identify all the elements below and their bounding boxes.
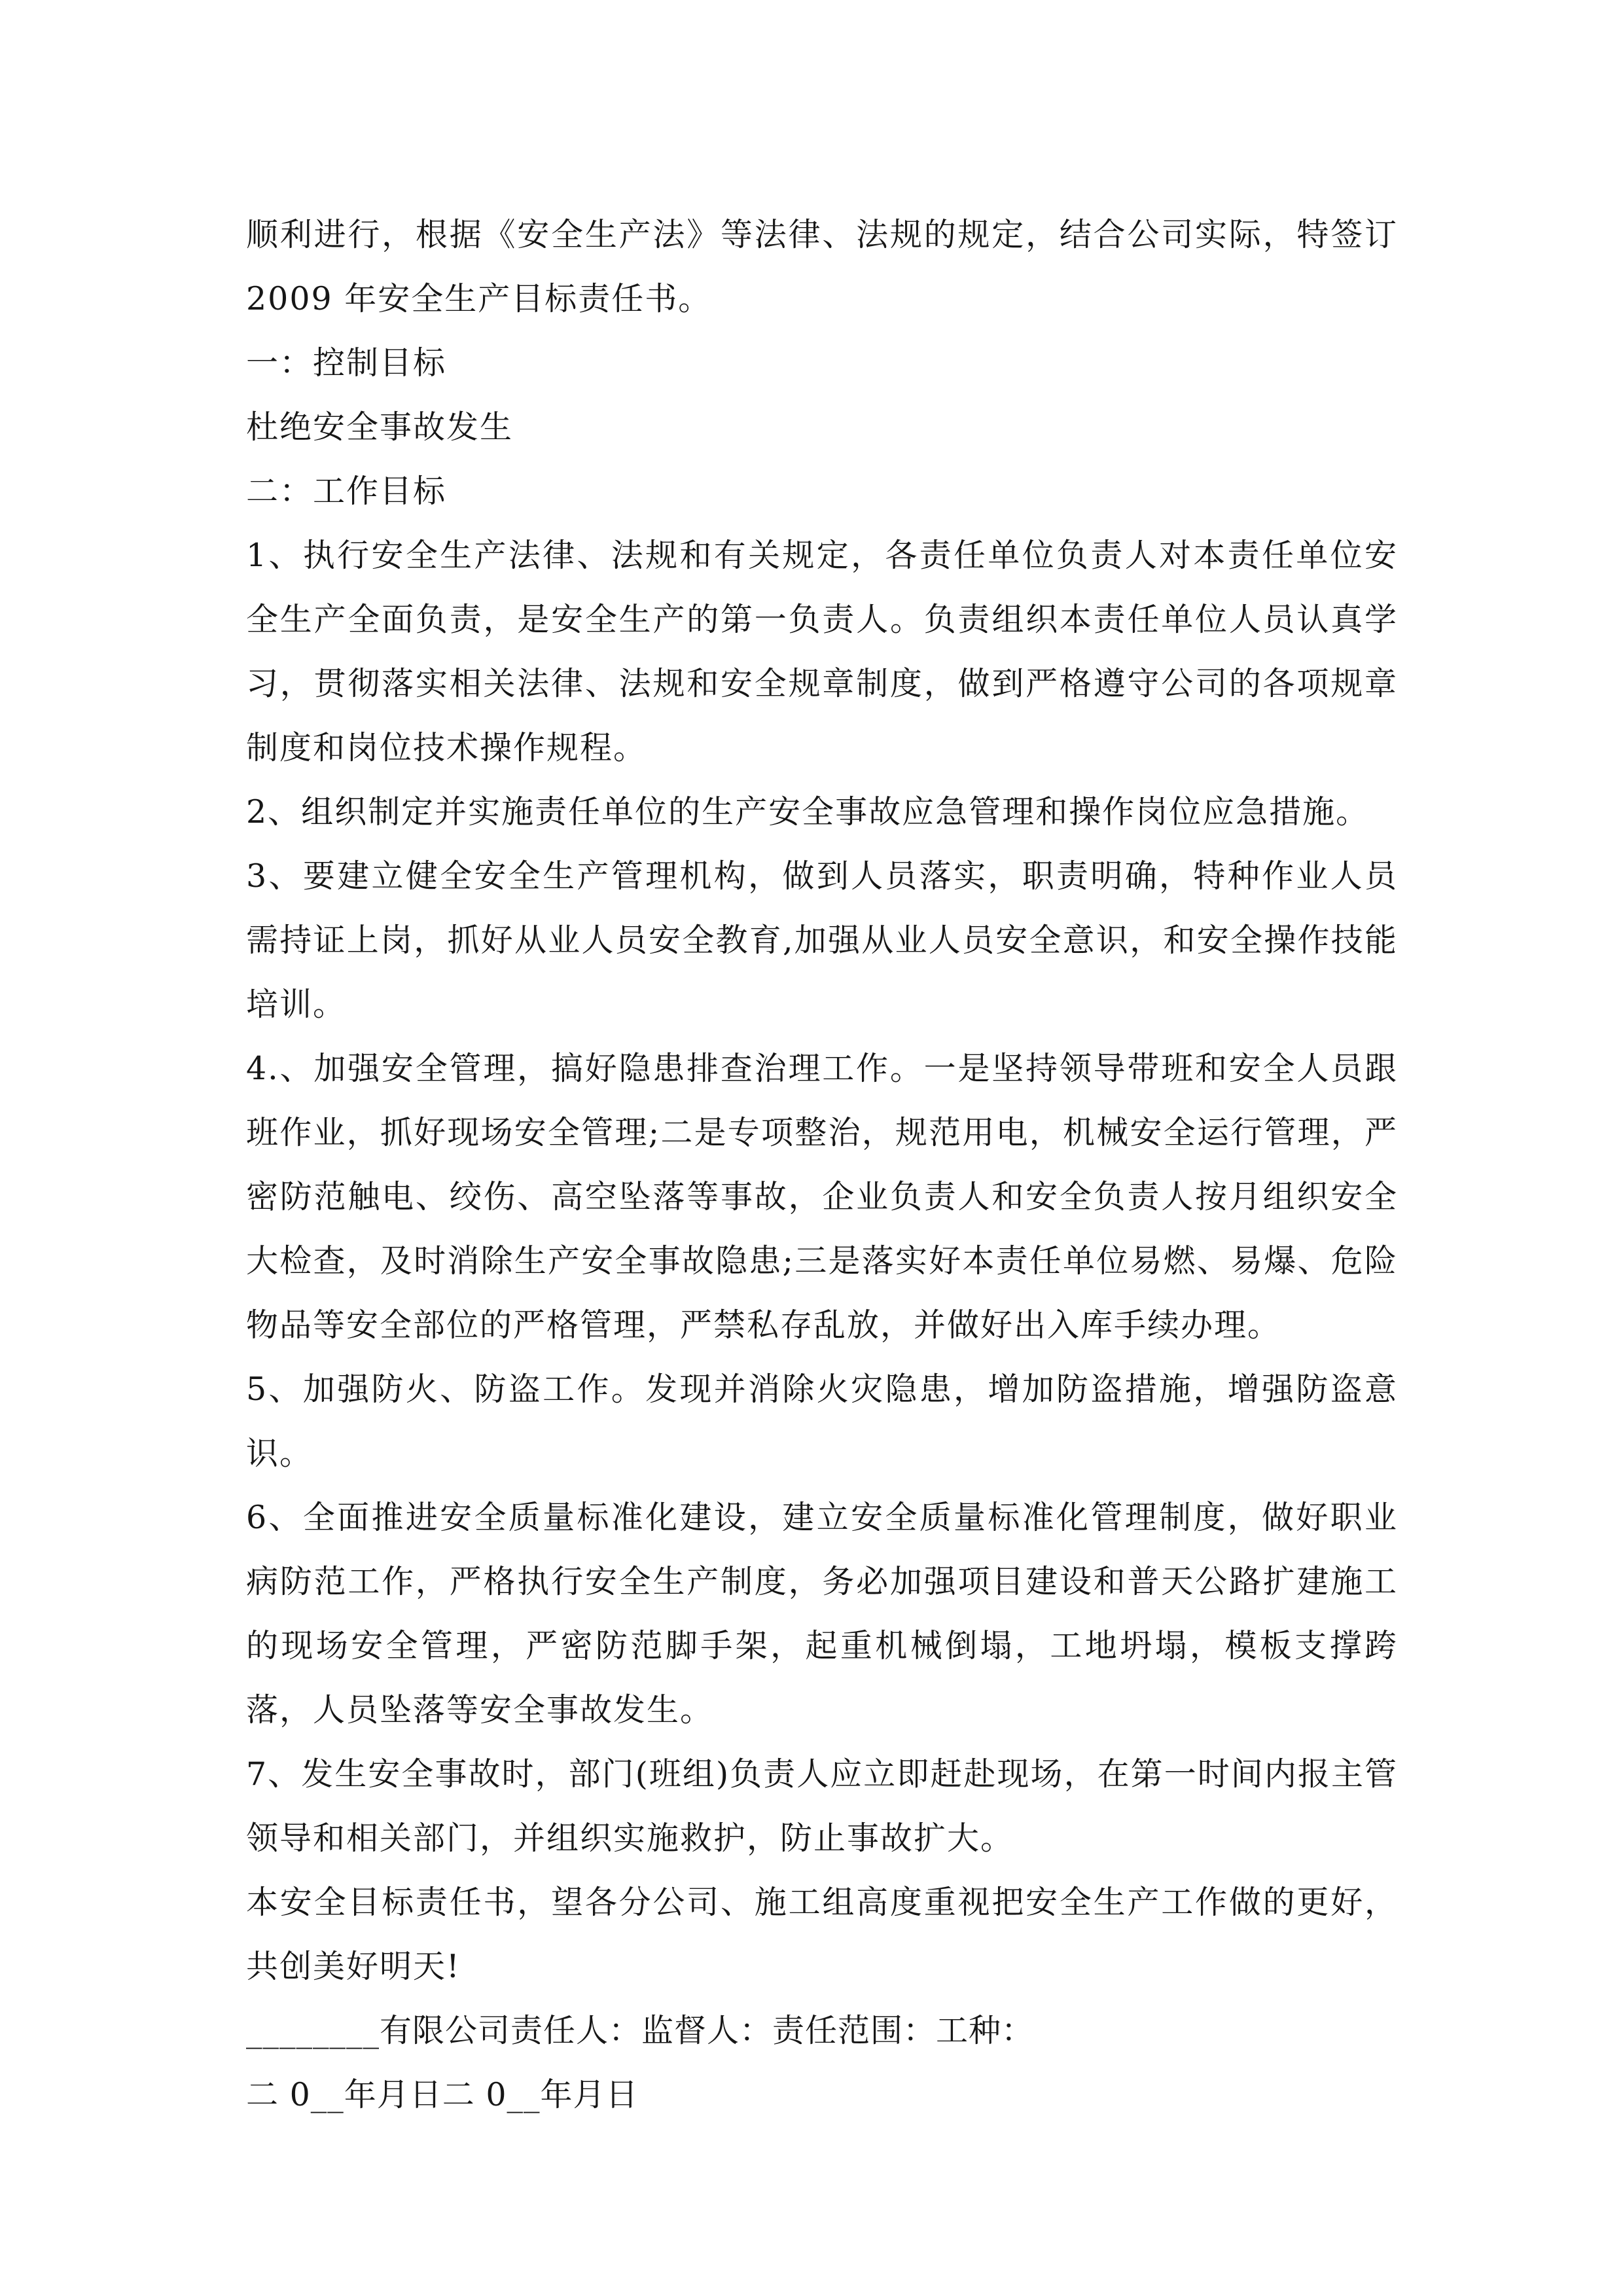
work-item-5: 5、加强防火、防盗工作。发现并消除火灾隐患，增加防盗措施，增强防盗意识。 [246, 1371, 1398, 1472]
work-item-6: 6、全面推进安全质量标准化建设，建立安全质量标准化管理制度，做好职业病防范工作，严格执行安全生产制度，务必加强项目建设和普天公路扩建施工的现场安全管理，严密防范脚手架，起重机械倒塌，工地坍塌，模板支撑跨落，人员坠落等安全事故发生。 [246, 1499, 1398, 1729]
work-item-4: 4.、加强安全管理，搞好隐患排查治理工作。一是坚持领导带班和安全人员跟班作业，抓好现场安全管理;二是专项整治，规范用电，机械安全运行管理，严密防范触电、绞伤、高空坠落等事故，企业负责人和安全负责人按月组织安全大检查，及时消除生产安全事故隐患;三是落实好本责任单位易燃、易爆、危险物品等安全部位的严格管理，严禁私存乱放，并做好出入库手续办理。 [246, 1050, 1398, 1344]
section-heading-control-target: 一：控制目标 [246, 344, 447, 382]
work-item-1: 1、执行安全生产法律、法规和有关规定，各责任单位负责人对本责任单位安全生产全面负责，是安全生产的第一负责人。负责组织本责任单位人员认真学习，贯彻落实相关法律、法规和安全规章制度，做到严格遵守公司的各项规章制度和岗位技术操作规程。 [246, 537, 1398, 766]
intro-paragraph: 顺利进行，根据《安全生产法》等法律、法规的规定，结合公司实际，特签订 2009 年安全生产目标责任书。 [246, 216, 1398, 317]
control-target-text: 杜绝安全事故发生 [246, 408, 514, 446]
work-item-2: 2、组织制定并实施责任单位的生产安全事故应急管理和操作岗位应急措施。 [246, 793, 1370, 831]
work-item-7: 7、发生安全事故时，部门(班组)负责人应立即赶赴现场，在第一时间内报主管领导和相关部门，并组织实施救护，防止事故扩大。 [246, 1755, 1398, 1857]
closing-paragraph: 本安全目标责任书，望各分公司、施工组高度重视把安全生产工作做的更好，共创美好明天! [246, 1884, 1398, 1985]
document-body [246, 203, 1398, 2127]
date-line: 二 0__年月日二 0__年月日 [246, 2076, 639, 2113]
section-heading-work-target: 二：工作目标 [246, 473, 447, 510]
signature-line: ________有限公司责任人：监督人：责任范围：工种： [246, 2012, 1035, 2049]
work-item-3: 3、要建立健全安全生产管理机构，做到人员落实，职责明确，特种作业人员需持证上岗，抓好从业人员安全教育,加强从业人员安全意识，和安全操作技能培训。 [246, 857, 1398, 1023]
